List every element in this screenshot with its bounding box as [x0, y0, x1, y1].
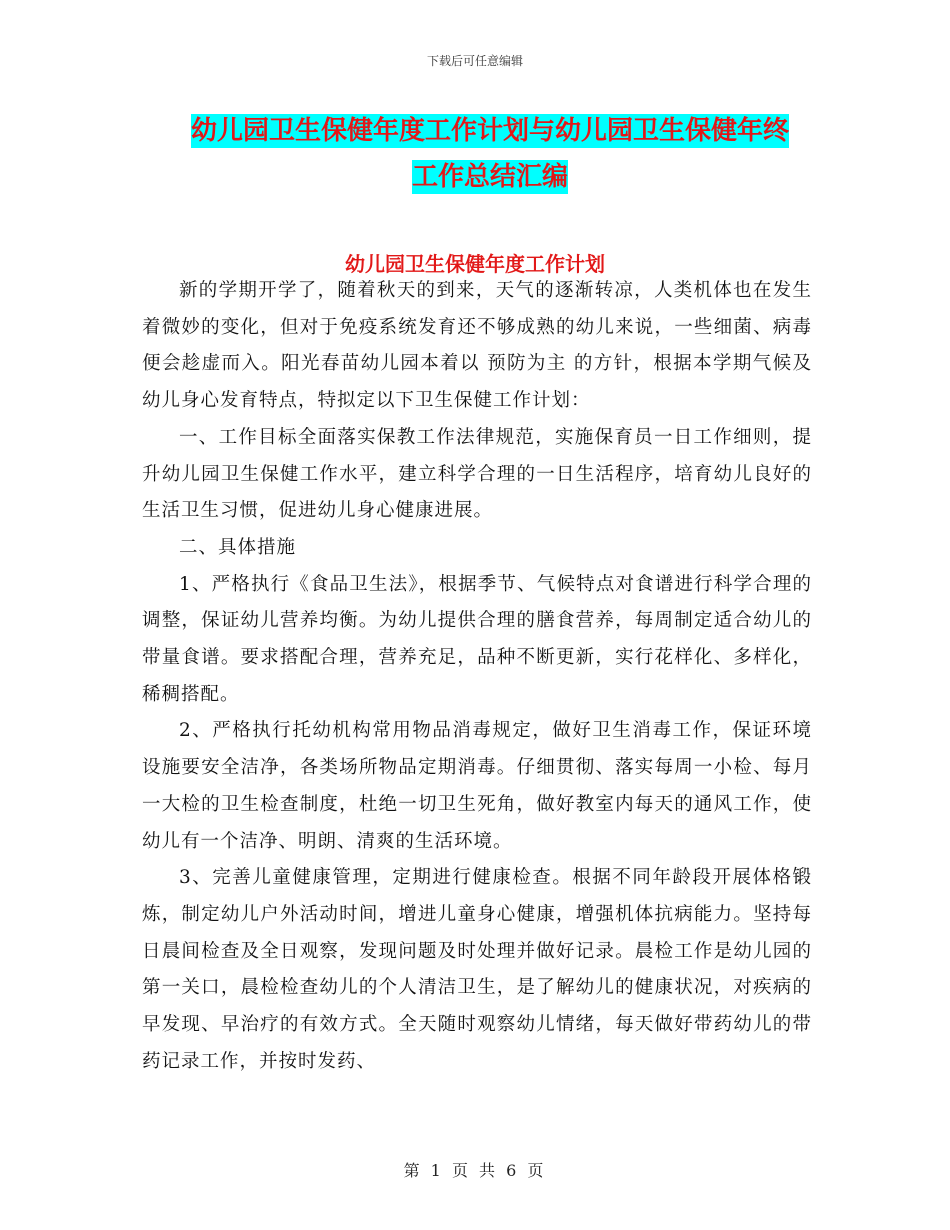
document-title-line-1: 幼儿园卫生保健年度工作计划与幼儿园卫生保健年终: [190, 116, 789, 146]
section-title: 幼儿园卫生保健年度工作计划: [345, 252, 605, 276]
document-title: [140, 108, 840, 200]
paragraph-measure-3: 3、完善儿童健康管理，定期进行健康检查。根据不同年龄段开展体格锻炼，制定幼儿户外活动时间，增进儿童身心健康，增强机体抗病能力。坚持每日晨间检查及全日观察，发现问题及时处理并做好记录。晨检工作是幼儿园的第一关口，晨检检查幼儿的个人清洁卫生，是了解幼儿的健康状况，对疾病的早发现、早治疗的有效方式。全天随时观察幼儿情绪，每天做好带药幼儿的带药记录工作，并按时发药、: [142, 867, 812, 1072]
document-title-line-2: 工作总结汇编: [411, 162, 568, 192]
paragraph-measure-1: 1、严格执行《食品卫生法》，根据季节、气候特点对食谱进行科学合理的调整，保证幼儿营养均衡。为幼儿提供合理的膳食营养，每周制定适合幼儿的带量食谱。要求搭配合理，营养充足，品种不断更新，实行花样化、多样化，稀稠搭配。: [142, 573, 812, 705]
paragraph-measures-heading: 二、具体措施: [179, 536, 297, 558]
document-body: [142, 273, 812, 1080]
header-note: 下载后可任意编辑: [426, 54, 523, 68]
page-footer: 第 1 页 共 6 页: [403, 1161, 547, 1180]
paragraph-measure-2: 2、严格执行托幼机构常用物品消毒规定，做好卫生消毒工作，保证环境设施要安全洁净，各类场所物品定期消毒。仔细贯彻、落实每周一小检、每月一大检的卫生检查制度，杜绝一切卫生死角，做好教室内每天的通风工作，使幼儿有一个洁净、明朗、清爽的生活环境。: [142, 720, 812, 852]
paragraph-goal: 一、工作目标全面落实保教工作法律规范，实施保育员一日工作细则，提升幼儿园卫生保健工作水平，建立科学合理的一日生活程序，培育幼儿良好的生活卫生习惯，促进幼儿身心健康进展。: [142, 426, 812, 522]
paragraph-intro: 新的学期开学了，随着秋天的到来，天气的逐渐转凉，人类机体也在发生着微妙的变化，但对于免疫系统发育还不够成熟的幼儿来说，一些细菌、病毒便会趁虚而入。阳光春苗幼儿园本着以 预防为主 的方针，根据本学期气候及幼儿身心发育特点，特拟定以下卫生保健工作计划：: [142, 280, 812, 412]
